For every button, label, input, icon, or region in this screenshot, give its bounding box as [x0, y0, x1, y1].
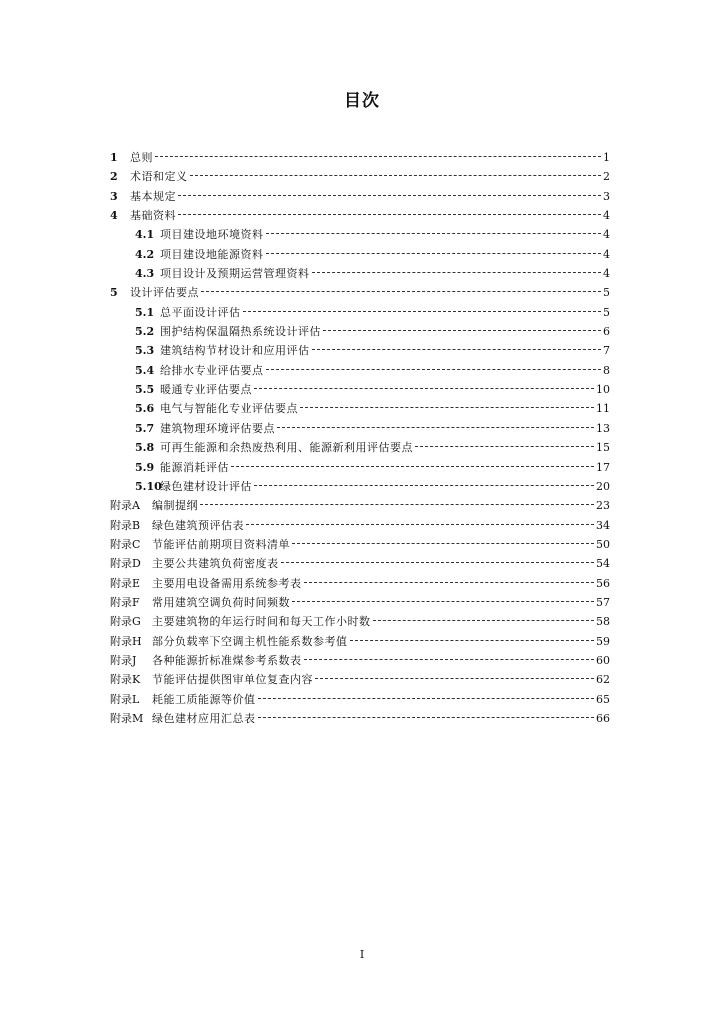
toc-entry	[110, 322, 610, 341]
toc-entry	[110, 574, 610, 593]
toc-entry-page: 50	[596, 537, 610, 551]
toc-entry-page: 23	[596, 499, 610, 513]
toc-entry-page: 5	[603, 286, 610, 300]
toc-entry-title: 绿色建筑预评估表	[152, 518, 244, 532]
toc-entry-number: 附录B	[110, 518, 141, 532]
toc-entry	[110, 458, 610, 477]
dot-leader	[266, 369, 602, 370]
dot-leader	[266, 253, 602, 254]
toc-entry-page: 10	[596, 383, 610, 397]
dot-leader	[178, 195, 601, 196]
toc-entry-page: 11	[596, 402, 610, 416]
toc-entry	[110, 187, 610, 206]
dot-leader	[258, 698, 595, 699]
dot-leader	[312, 272, 602, 273]
dot-leader	[190, 175, 602, 176]
toc-entry	[110, 477, 610, 496]
toc-entry-page: 5	[603, 305, 610, 319]
toc-entry-title: 节能评估提供图审单位复查内容	[152, 673, 313, 687]
dot-leader	[178, 214, 601, 215]
dot-leader	[254, 485, 594, 486]
toc-entry-number: 附录J	[110, 653, 137, 667]
dot-leader	[200, 504, 594, 505]
toc-entry-title: 围护结构保温隔热系统设计评估	[160, 325, 321, 339]
toc-entry-title: 各种能源折标准煤参考系数表	[152, 653, 302, 667]
toc-entry	[110, 283, 610, 302]
toc-entry-page: 17	[596, 460, 610, 474]
toc-entry-title: 节能评估前期项目资料清单	[152, 537, 290, 551]
toc-entry-page: 4	[603, 228, 610, 242]
toc-entry-page: 3	[603, 189, 610, 203]
toc-entry-number: 4.1	[135, 228, 155, 242]
dot-leader	[373, 620, 595, 621]
toc-entry-page: 4	[603, 209, 610, 223]
toc-entry-number: 附录M	[110, 711, 144, 725]
toc-entry-title: 常用建筑空调负荷时间频数	[152, 595, 290, 609]
dot-leader	[292, 601, 594, 602]
dot-leader	[312, 349, 602, 350]
toc-entry-number: 5	[110, 286, 118, 300]
toc-entry	[110, 264, 610, 283]
toc-entry-title: 主要建筑物的年运行时间和每天工作小时数	[152, 615, 371, 629]
toc-entry-page: 1	[603, 151, 610, 164]
toc-entry	[110, 690, 610, 709]
toc-entry-number: 5.2	[135, 325, 155, 339]
toc-entry-title: 能源消耗评估	[160, 460, 229, 474]
toc-entry	[110, 593, 610, 612]
toc-entry-title: 设计评估要点	[130, 286, 199, 300]
toc-entry-title: 主要用电设备需用系统参考表	[152, 576, 302, 590]
toc-entry	[110, 535, 610, 554]
toc-entry-title: 绿色建材设计评估	[160, 479, 252, 493]
dot-leader	[315, 678, 594, 679]
toc-entry-page: 4	[603, 247, 610, 261]
toc-entry-number: 附录H	[110, 634, 142, 648]
toc-entry	[110, 612, 610, 631]
toc-entry-title: 项目建设地能源资料	[160, 247, 264, 261]
dot-leader	[304, 659, 595, 660]
toc-entry-number: 附录C	[110, 537, 141, 551]
toc-entry-number: 4	[110, 209, 118, 223]
toc-entry-title: 项目建设地环境资料	[160, 228, 264, 242]
toc-entry-number: 附录K	[110, 673, 141, 687]
toc-entry-number: 2	[110, 170, 118, 184]
dot-leader	[300, 407, 594, 408]
toc-entry	[110, 496, 610, 515]
dot-leader	[258, 717, 595, 718]
toc-entry-number: 4.2	[135, 247, 155, 261]
dot-leader	[277, 427, 594, 428]
toc-entry-page: 54	[596, 557, 610, 571]
toc-entry-number: 5.8	[135, 441, 155, 455]
dot-leader	[292, 543, 594, 544]
toc-entry-number: 5.10	[135, 479, 162, 493]
toc-entry-title: 基础资料	[130, 209, 176, 223]
toc-entry-title: 部分负载率下空调主机性能系数参考值	[152, 634, 348, 648]
toc-entry	[110, 341, 610, 360]
page-number: I	[359, 948, 365, 961]
toc-entry-number: 5.3	[135, 344, 155, 358]
toc-entry	[110, 361, 610, 380]
dot-leader	[415, 446, 594, 447]
toc-entry-title: 耗能工质能源等价值	[152, 692, 256, 706]
toc-entry-number: 5.1	[135, 305, 155, 319]
toc-entry-number: 1	[110, 151, 118, 164]
toc-entry-page: 60	[596, 653, 610, 667]
dot-leader	[323, 330, 601, 331]
toc-entry-number: 附录D	[110, 557, 141, 571]
toc-entry	[110, 245, 610, 264]
table-of-contents	[110, 148, 610, 728]
toc-entry	[110, 632, 610, 651]
dot-leader	[254, 388, 594, 389]
toc-entry-number: 附录L	[110, 692, 140, 706]
toc-entry-title: 绿色建材应用汇总表	[152, 711, 256, 725]
toc-entry-title: 建筑结构节材设计和应用评估	[160, 344, 310, 358]
toc-entry-page: 4	[603, 267, 610, 281]
dot-leader	[243, 311, 602, 312]
toc-entry-page: 62	[596, 673, 610, 687]
toc-entry-number: 5.9	[135, 460, 155, 474]
dot-leader	[231, 466, 594, 467]
toc-entry-page: 66	[596, 711, 610, 725]
toc-entry-number: 附录A	[110, 499, 140, 513]
toc-entry	[110, 709, 610, 728]
toc-entry-page: 59	[596, 634, 610, 648]
toc-entry	[110, 167, 610, 186]
dot-leader	[304, 582, 595, 583]
toc-entry-page: 56	[596, 576, 610, 590]
toc-entry	[110, 516, 610, 535]
toc-entry-title: 可再生能源和余热废热利用、能源新利用评估要点	[160, 441, 413, 455]
toc-entry-page: 20	[596, 479, 610, 493]
toc-entry-title: 暖通专业评估要点	[160, 383, 252, 397]
toc-entry-page: 58	[596, 615, 610, 629]
toc-entry-title: 术语和定义	[130, 170, 188, 184]
toc-entry	[110, 554, 610, 573]
toc-entry-number: 5.6	[135, 402, 155, 416]
toc-entry-title: 基本规定	[130, 189, 176, 203]
toc-entry-number: 5.5	[135, 383, 155, 397]
dot-leader	[281, 562, 595, 563]
toc-entry-page: 15	[596, 441, 610, 455]
toc-entry-title: 项目设计及预期运营管理资料	[160, 267, 310, 281]
toc-entry-title: 编制提纲	[152, 499, 198, 513]
toc-entry	[110, 419, 610, 438]
toc-entry-title: 总则	[130, 151, 153, 164]
dot-leader	[155, 156, 601, 157]
toc-entry-page: 34	[596, 518, 610, 532]
toc-entry-title: 总平面设计评估	[160, 305, 241, 319]
toc-entry-page: 65	[596, 692, 610, 706]
dot-leader	[350, 640, 595, 641]
dot-leader	[266, 233, 602, 234]
toc-entry-number: 附录E	[110, 576, 141, 590]
toc-entry-title: 建筑物理环境评估要点	[160, 421, 275, 435]
toc-entry-title: 给排水专业评估要点	[160, 363, 264, 377]
toc-entry-number: 附录G	[110, 615, 141, 629]
toc-entry-page: 7	[603, 344, 610, 358]
toc-entry-page: 6	[603, 325, 610, 339]
toc-entry-title: 主要公共建筑负荷密度表	[152, 557, 279, 571]
toc-entry	[110, 438, 610, 457]
toc-entry	[110, 148, 610, 167]
toc-entry-page: 8	[603, 363, 610, 377]
toc-entry-page: 2	[603, 170, 610, 184]
toc-entry	[110, 399, 610, 418]
toc-entry-page: 13	[596, 421, 610, 435]
toc-entry-number: 5.4	[135, 363, 155, 377]
toc-entry	[110, 380, 610, 399]
toc-entry	[110, 303, 610, 322]
dot-leader	[201, 291, 601, 292]
toc-entry	[110, 670, 610, 689]
toc-entry-number: 3	[110, 189, 118, 203]
page-title: 目次	[344, 91, 380, 111]
toc-entry-number: 4.3	[135, 267, 155, 281]
toc-entry-number: 附录F	[110, 595, 140, 609]
dot-leader	[246, 524, 594, 525]
toc-entry	[110, 206, 610, 225]
toc-entry	[110, 225, 610, 244]
toc-entry	[110, 651, 610, 670]
toc-entry-page: 57	[596, 595, 610, 609]
toc-entry-number: 5.7	[135, 421, 155, 435]
toc-entry-title: 电气与智能化专业评估要点	[160, 402, 298, 416]
